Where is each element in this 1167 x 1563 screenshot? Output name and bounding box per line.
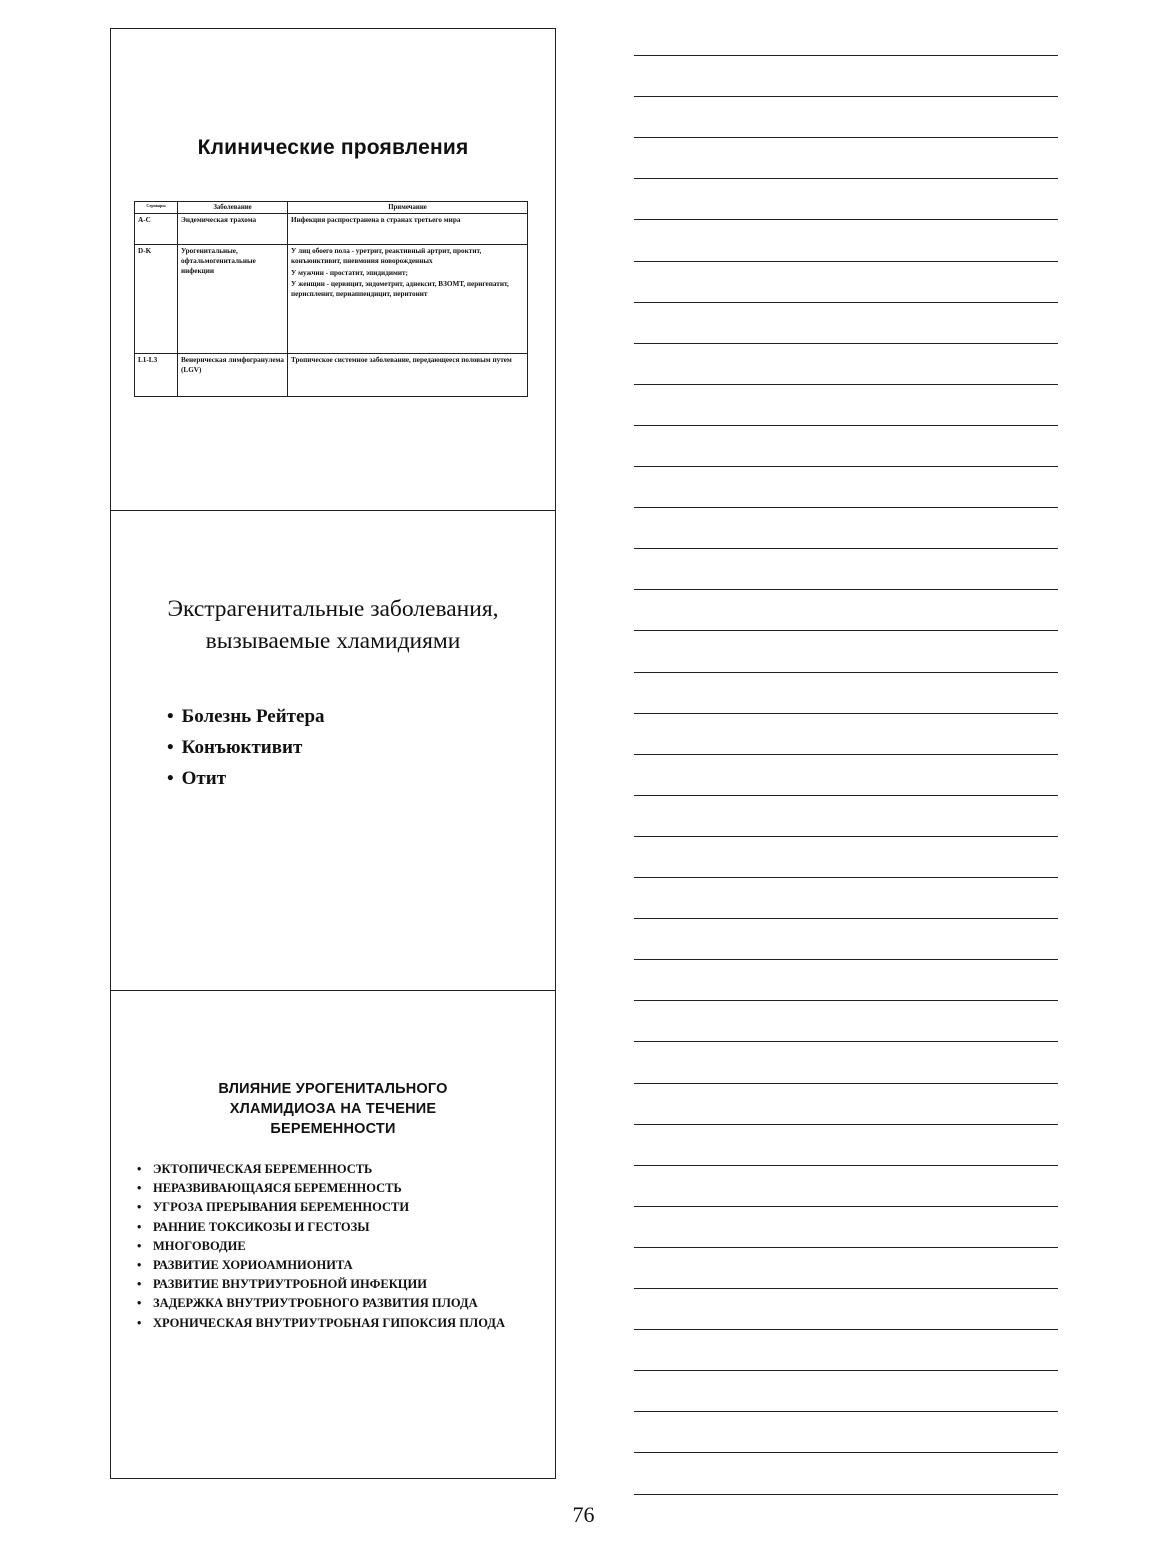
note-line: [634, 672, 1058, 673]
note-text: Тропическое системное заболевание, передающееся половым путем: [291, 356, 512, 365]
column-header: Примечание: [288, 202, 528, 214]
note-cell: [288, 354, 528, 397]
list-item: • УГРОЗА ПРЕРЫВАНИЯ БЕРЕМЕННОСТИ: [137, 1198, 537, 1217]
title-line: ВЛИЯНИЕ УРОГЕНИТАЛЬНОГО: [218, 1081, 448, 1097]
note-line: [634, 178, 1058, 179]
note-line: [634, 384, 1058, 385]
note-line: [634, 548, 1058, 549]
title-line: ХЛАМИДИОЗА НА ТЕЧЕНИЕ: [229, 1101, 437, 1117]
disease-cell: Венерическая лимфогранулема (LGV): [178, 354, 288, 397]
note-line: [634, 507, 1058, 508]
note-line: [634, 425, 1058, 426]
note-line: [634, 302, 1058, 303]
note-line: [634, 836, 1058, 837]
note-line: [634, 1124, 1058, 1125]
note-line: [634, 1000, 1058, 1001]
slide-title: [111, 593, 555, 657]
note-line: [634, 137, 1058, 138]
note-line: [634, 343, 1058, 344]
note-cell: [288, 214, 528, 245]
serovar-cell: D-K: [135, 245, 178, 354]
column-header: Заболевание: [178, 202, 288, 214]
disease-list: [167, 701, 325, 794]
note-text: Инфекция распространена в странах третьего мира: [291, 216, 461, 225]
note-line: [634, 795, 1058, 796]
slides-column: [110, 28, 556, 1479]
note-line: [634, 1494, 1058, 1495]
column-header: Серовары: [135, 202, 178, 214]
note-line: [634, 1206, 1058, 1207]
note-line: [634, 877, 1058, 878]
table-header-row: [135, 202, 528, 214]
list-item: • НЕРАЗВИВАЮЩАЯСЯ БЕРЕМЕННОСТЬ: [137, 1179, 537, 1198]
title-line: Экстрагенитальные заболевания,: [167, 596, 499, 622]
note-line: [634, 1370, 1058, 1371]
note-text: У женщин - цервицит, эндометрит, аднексит, ВЗОМТ, перигепатит, периспленит, периаппендицит, перитонит: [291, 280, 509, 299]
title-line: вызываемые хламидиями: [205, 628, 461, 654]
note-line: [634, 1165, 1058, 1166]
note-line: [634, 1041, 1058, 1042]
note-cell: [288, 245, 528, 354]
list-item: • МНОГОВОДИЕ: [137, 1237, 537, 1256]
note-text: У лиц обоего пола - уретрит, реактивный артрит, проктит, конъюнктивит, пневмония новорожденных: [291, 247, 482, 265]
note-line: [634, 1411, 1058, 1412]
disease-cell: Урогенитальные, офтальмогенитальные инфекции: [178, 245, 288, 354]
list-item: • ХРОНИЧЕСКАЯ ВНУТРИУТРОБНАЯ ГИПОКСИЯ ПЛОДА: [137, 1314, 537, 1333]
note-line: [634, 713, 1058, 714]
page-number: 76: [572, 1502, 595, 1527]
serovar-table: [134, 201, 528, 397]
note-line: [634, 918, 1058, 919]
note-line: [634, 1288, 1058, 1289]
note-line: [634, 261, 1058, 262]
list-item: • Болезнь Рейтера: [167, 701, 325, 732]
list-item: • ЗАДЕРЖКА ВНУТРИУТРОБНОГО РАЗВИТИЯ ПЛОДА: [137, 1294, 537, 1313]
table-row: [135, 354, 528, 397]
slide-title: Клинические проявления: [197, 136, 469, 159]
note-line: [634, 1329, 1058, 1330]
table-row: [135, 245, 528, 354]
serovar-cell: L1-L3: [135, 354, 178, 397]
note-line: [634, 630, 1058, 631]
complication-list: [137, 1160, 537, 1333]
note-line: [634, 589, 1058, 590]
list-item: • РАЗВИТИЕ ХОРИОАМНИОНИТА: [137, 1256, 537, 1275]
title-line: БЕРЕМЕННОСТИ: [270, 1121, 396, 1137]
note-line: [634, 219, 1058, 220]
note-line: [634, 959, 1058, 960]
slide-pregnancy-influence: [111, 990, 555, 1478]
note-text: У мужчин - простатит, эпидидимит;: [291, 268, 408, 277]
note-line: [634, 1083, 1058, 1084]
list-item: • РАЗВИТИЕ ВНУТРИУТРОБНОЙ ИНФЕКЦИИ: [137, 1275, 537, 1294]
list-item: • Конъюктивит: [167, 732, 325, 763]
slide-extragenital-diseases: [111, 510, 555, 990]
note-line: [634, 754, 1058, 755]
table-row: [135, 214, 528, 245]
note-line: [634, 1452, 1058, 1453]
disease-cell: Эндемическая трахома: [178, 214, 288, 245]
slide-title: [111, 1079, 555, 1139]
note-line: [634, 1247, 1058, 1248]
list-item: • РАННИЕ ТОКСИКОЗЫ И ГЕСТОЗЫ: [137, 1218, 537, 1237]
note-line: [634, 55, 1058, 56]
serovar-cell: A-C: [135, 214, 178, 245]
note-line: [634, 96, 1058, 97]
list-item: • ЭКТОПИЧЕСКАЯ БЕРЕМЕННОСТЬ: [137, 1160, 537, 1179]
note-line: [634, 466, 1058, 467]
slide-clinical-manifestations: [111, 29, 555, 510]
list-item: • Отит: [167, 763, 325, 794]
